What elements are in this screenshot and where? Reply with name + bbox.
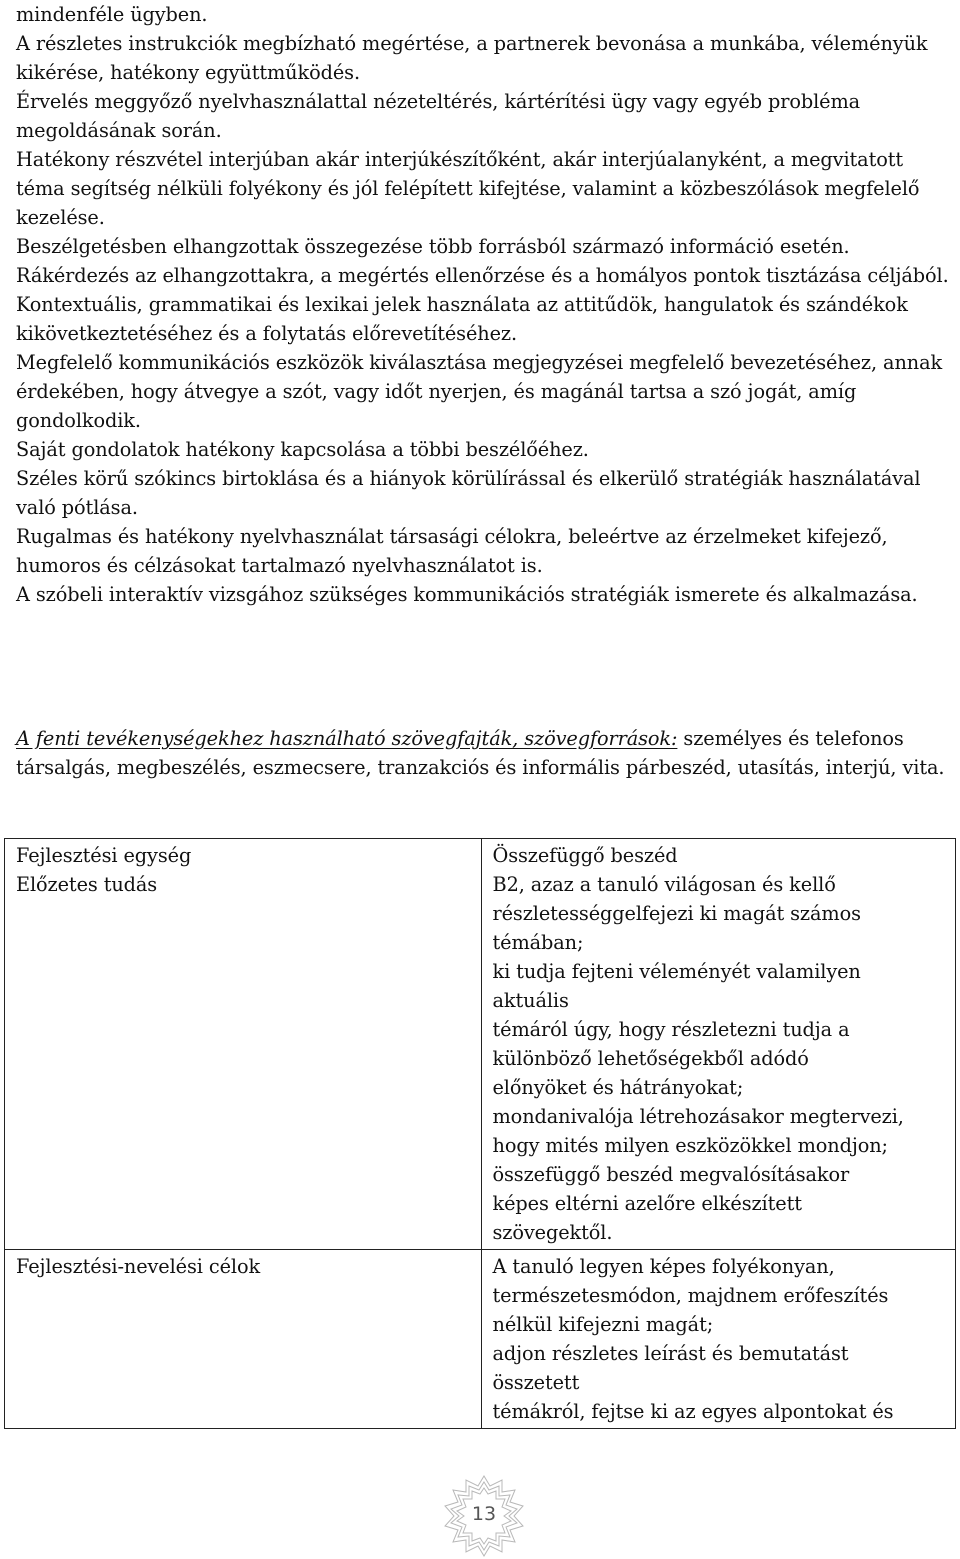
activity-item: Rákérdezés az elhangzottakra, a megértés ellenőrzése és a homályos pontok tisztázása céljából. <box>16 264 949 287</box>
table-row <box>5 839 956 871</box>
table-row <box>5 1250 956 1429</box>
activity-list <box>16 0 952 609</box>
text-sources-lead: A fenti tevékenységekhez használható szövegfajták, szövegforrások: <box>16 727 678 750</box>
activity-item: Saját gondolatok hatékony kapcsolása a többi beszélőéhez. <box>16 438 589 461</box>
activity-item: mindenféle ügyben. <box>16 3 208 26</box>
cell-line: részletességgelfejezi ki magát számos <box>492 902 861 925</box>
cell-line: témákról, fejtse ki az egyes alpontokat és <box>492 1400 894 1423</box>
goals-value-cell <box>481 1250 956 1429</box>
unit-value-cell: Összefüggő beszéd <box>481 839 956 871</box>
page-footer <box>430 1474 530 1558</box>
activity-item: Széles körű szókincs birtoklása és a hiányok körülírással és elkerülő stratégiák használatával való pótlása. <box>16 467 921 519</box>
page-number: 13 <box>471 1503 497 1525</box>
prior-knowledge-value-cell <box>481 870 956 1250</box>
cell-line: természetesmódon, majdnem erőfeszítés <box>492 1284 889 1307</box>
cell-line: szövegektől. <box>492 1221 613 1244</box>
cell-line: mondanivalója létrehozásakor megtervezi, <box>492 1105 904 1128</box>
cell-line: összefüggő beszéd megvalósításakor <box>492 1163 850 1186</box>
cell-line: A tanuló legyen képes folyékonyan, <box>492 1255 835 1278</box>
cell-line: előnyöket és hátrányokat; <box>492 1076 744 1099</box>
cell-line: nélkül kifejezni magát; <box>492 1313 714 1336</box>
development-unit-table <box>4 838 956 1429</box>
activity-item: Érvelés meggyőző nyelvhasználattal nézeteltérés, kártérítési ügy vagy egyéb probléma megoldásának során. <box>16 90 861 142</box>
prior-knowledge-label-cell: Előzetes tudás <box>5 870 482 1250</box>
activity-item: A részletes instrukciók megbízható megértése, a partnerek bevonása a munkába, véleményük kikérése, hatékony együttműködés. <box>16 32 928 84</box>
table-row <box>5 870 956 1250</box>
document-page <box>16 0 952 609</box>
cell-line: témában; <box>492 931 584 954</box>
text-sources-paragraph <box>16 724 946 782</box>
activity-item: Rugalmas és hatékony nyelvhasználat társasági célokra, beleértve az érzelmeket kifejező, humoros és célzásokat tartalmazó nyelvhasználatot is. <box>16 525 888 577</box>
activity-item: Megfelelő kommunikációs eszközök kiválasztása megjegyzései megfelelő bevezetéséhez, annak érdekében, hogy átvegye a szót, vagy időt nyerjen, és magánál tartsa a szó jogát, amíg gondolkodik. <box>16 351 943 432</box>
cell-line: B2, azaz a tanuló világosan és kellő <box>492 873 836 896</box>
activity-item: Beszélgetésben elhangzottak összegezése több forrásból származó információ esetén. <box>16 235 850 258</box>
cell-line: összetett <box>492 1371 580 1394</box>
cell-line: témáról úgy, hogy részletezni tudja a <box>492 1018 850 1041</box>
activity-item: Hatékony részvétel interjúban akár interjúkészítőként, akár interjúalanyként, a megvitatott téma segítség nélküli folyékony és jól felépített kifejtése, valamint a közbeszólások megfelelő kezelése. <box>16 148 920 229</box>
cell-line: különböző lehetőségekből adódó <box>492 1047 809 1070</box>
cell-line: ki tudja fejteni véleményét valamilyen <box>492 960 861 983</box>
activity-item: Kontextuális, grammatikai és lexikai jelek használata az attitűdök, hangulatok és szándékok kikövetkeztetéséhez és a folytatás előrevetítéséhez. <box>16 293 908 345</box>
cell-line: hogy mités milyen eszközökkel mondjon; <box>492 1134 888 1157</box>
cell-line: aktuális <box>492 989 569 1012</box>
goals-label-cell: Fejlesztési-nevelési célok <box>5 1250 482 1429</box>
text-sources-body: személyes és telefonos társalgás, megbeszélés, eszmecsere, tranzakciós és informális párbeszéd, utasítás, interjú, vita. <box>16 727 945 779</box>
cell-line: adjon részletes leírást és bemutatást <box>492 1342 849 1365</box>
activity-item: A szóbeli interaktív vizsgához szükséges kommunikációs stratégiák ismerete és alkalmazása. <box>16 583 918 606</box>
cell-line: képes eltérni azelőre elkészített <box>492 1192 802 1215</box>
unit-label-cell: Fejlesztési egység <box>5 839 482 871</box>
